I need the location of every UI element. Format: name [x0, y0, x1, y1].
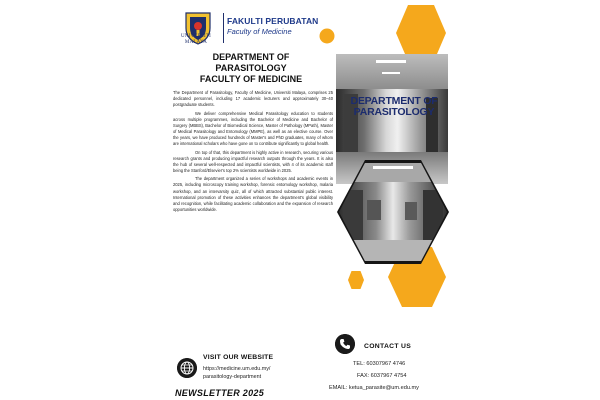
- hexagon-decoration-tiny: [347, 270, 365, 290]
- title-line3: FACULTY OF MEDICINE: [199, 74, 303, 84]
- newsletter-label: NEWSLETTER 2025: [175, 388, 265, 398]
- website-heading: VISIT OUR WEBSITE: [203, 354, 274, 361]
- contact-email[interactable]: EMAIL: ketua_parasite@um.edu.my: [329, 385, 419, 391]
- website-url-continued[interactable]: parasitology-department: [203, 374, 262, 380]
- phone-icon[interactable]: [335, 334, 355, 354]
- university-name-line1: UNIVERSITI: [180, 34, 212, 39]
- contact-telephone: TEL: 60307967 4746: [353, 361, 406, 367]
- photo-caption: [344, 96, 444, 118]
- header-divider: [223, 13, 224, 43]
- paragraph-research: On top of that, this department is highly active in research, securing various research grants and producing impactful research outputs through the years. It is also the hub of several well-respected and impactful scientists, with 4 of its academic staff being the Stanford/Elsevier's top 2% scientists worldwide in 2025.: [173, 149, 333, 173]
- title-line2: PARASITOLOGY: [215, 63, 287, 73]
- photo-caption-line1: DEPARTMENT OF: [350, 95, 438, 107]
- body-text: [173, 90, 333, 215]
- hexagon-lab-photo: [337, 160, 449, 264]
- contact-heading: CONTACT US: [364, 343, 412, 350]
- university-name-line2: MALAYA: [184, 40, 208, 45]
- website-url[interactable]: https://medicine.um.edu.my/: [203, 366, 271, 372]
- page-title: [171, 52, 331, 85]
- photo-caption-line2: PARASITOLOGY: [353, 106, 435, 118]
- paragraph-intro: The Department of Parasitology, Faculty of Medicine, Universiti Malaya, comprises 25 dedicated personnel, including 17 academic lecturers and approximately 30–40 postgraduate students.: [173, 90, 333, 108]
- paragraph-events: The department organized a series of workshops and academic events in 2025, including microscopy training workshop, forensic entomology workshop, malaria workshop, and an intervarsity quiz, all of which attracted substantial public interest. International promotion of these activities enhances the department's global visibility and recognition, while facilitating academic collaboration and the expansion of research opportunities worldwide.: [173, 176, 333, 212]
- circle-decoration-small: [319, 28, 335, 44]
- paragraph-education: We deliver comprehensive Medical Parasitology education to students across multiple programmes, including the Bachelor of Medicine and Bachelor of Surgery (MBBS), Bachelor of Biomedical Science, Master of Pathology (MPath), Master of Medical Parasitology and Entomology (MMPE), as well as an elective course. Over the years, we have produced hundreds of Master's and PhD graduates, many of whom are international scholars who have gone on to contribute significantly to global health.: [173, 110, 333, 147]
- contact-fax: FAX: 6037967 4754: [357, 373, 407, 379]
- university-name: [171, 34, 221, 46]
- globe-icon[interactable]: [177, 358, 197, 378]
- title-line1: DEPARTMENT OF: [212, 52, 290, 62]
- photo-light: [382, 72, 400, 74]
- newsletter-page: [171, 0, 450, 400]
- faculty-name-english: Faculty of Medicine: [227, 27, 292, 36]
- faculty-name-malay: FAKULTI PERUBATAN: [227, 16, 319, 26]
- photo-light: [376, 60, 406, 63]
